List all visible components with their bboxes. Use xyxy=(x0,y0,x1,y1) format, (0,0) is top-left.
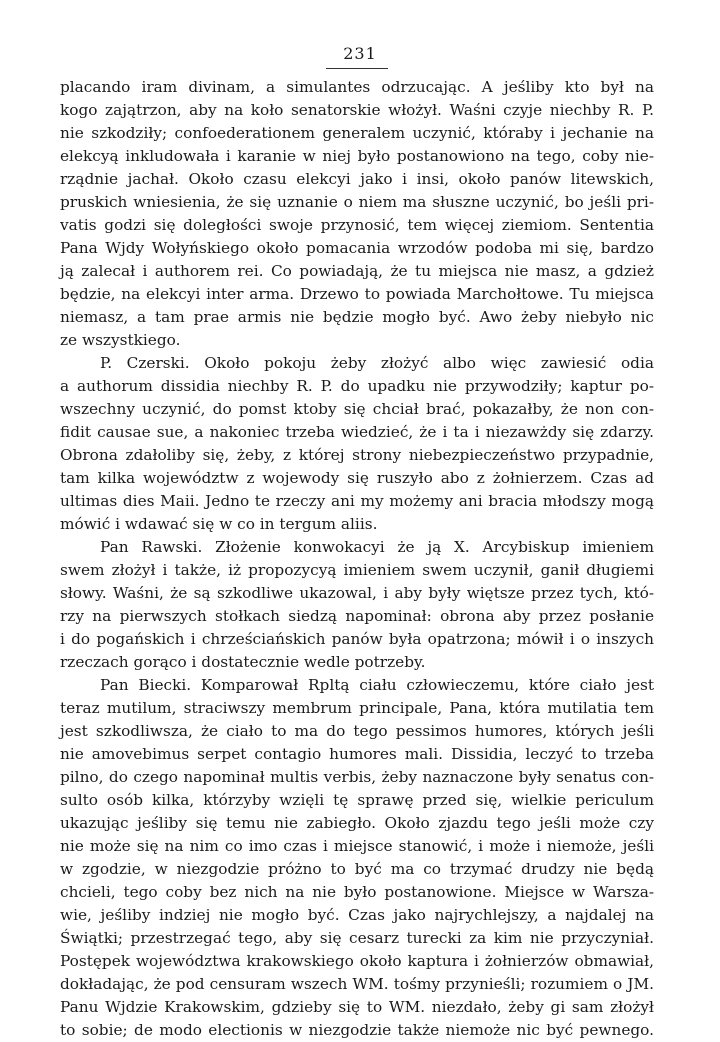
text-line: rzy na pierwszych stołkach siedzą napominał: obrona aby przez posłanie xyxy=(60,607,654,625)
text-line: sulto osób kilka, którzyby wzięli tę sprawę przed się, wielkie periculum xyxy=(60,791,654,809)
text-line: ultimas dies Maii. Jedno te rzeczy ani my możemy ani bracia młodszy mogą xyxy=(60,492,654,510)
text-line: nie amovebimus serpet contagio humores mali. Dissidia, leczyć to trzeba xyxy=(60,745,654,763)
text-line: vatis godzi się doległości swoje przynosić, tem więcej ziemiom. Sententia xyxy=(60,216,654,234)
text-line: ze wszystkiego. xyxy=(60,331,181,349)
text-line: tam kilka województw z wojewody się ruszyło abo z żołnierzem. Czas ad xyxy=(60,469,654,487)
text-line: Obrona zdałoliby się, żeby, z której strony niebezpieczeństwo przypadnie, xyxy=(60,446,654,464)
text-line: teraz mutilum, straciwszy membrum principale, Pana, która mutilatia tem xyxy=(60,699,654,717)
text-line: pilno, do czego napominał multis verbis, żeby naznaczone były senatus con- xyxy=(60,768,654,786)
text-line: Pana Wjdy Wołyńskiego około pomacania wrzodów podoba mi się, bardzo xyxy=(60,239,654,257)
text-line: i do pogańskich i chrześciańskich panów była opatrzona; mówił i o inszych xyxy=(60,630,654,648)
text-line: ją zalecał i authorem rei. Co powiadają, że tu miejsca nie masz, a gdzież xyxy=(60,262,654,280)
text-line: mówić i wdawać się w co in tergum aliis. xyxy=(60,515,378,533)
text-line: dokładając, że pod censuram wszech WM. tośmy przynieśli; rozumiem o JM. xyxy=(60,975,654,993)
text-line: nie szkodziły; confoederationem generalem uczynić, któraby i jechanie na xyxy=(60,124,654,142)
text-line: Świątki; przestrzegać tego, aby się cesarz turecki za kim nie przyczyniał. xyxy=(60,929,654,947)
text-line: rzeczach gorąco i dostatecznie wedle potrzeby. xyxy=(60,653,426,671)
text-line: będzie, na elekcyi inter arma. Drzewo to powiada Marchołtowe. Tu miejsca xyxy=(60,285,654,303)
text-line: niemasz, a tam prae armis nie będzie mogło być. Awo żeby niebyło nic xyxy=(60,308,654,326)
text-line: placando iram divinam, a simulantes odrzucając. A jeśliby kto był na xyxy=(60,78,654,96)
text-line: Pan Biecki. Komparował Rpltą ciału człowieczemu, które ciało jest xyxy=(100,676,654,694)
text-line: P. Czerski. Około pokoju żeby złożyć albo więc zawiesić odia xyxy=(100,354,654,372)
text-line: Panu Wjdzie Krakowskim, gdzieby się to WM. niezdało, żeby gi sam złożył xyxy=(60,998,654,1016)
text-line: to sobie; de modo electionis w niezgodzie także niemoże nic być pewnego. xyxy=(60,1021,654,1039)
text-line: Postępek województwa krakowskiego około kaptura i żołnierzów obmawiał, xyxy=(60,952,654,970)
text-line: jest szkodliwsza, że ciało to ma do tego pessimos humores, których jeśli xyxy=(60,722,654,740)
text-line: w zgodzie, w niezgodzie próżno to być ma co trzymać drudzy nie będą xyxy=(60,860,654,878)
text-line: swem złożył i także, iż propozycyą imieniem swem uczynił, ganił długiemi xyxy=(60,561,654,579)
text-line: słowy. Waśni, że są szkodliwe ukazowal, i aby były więtsze przez tych, któ- xyxy=(60,584,654,602)
body-text xyxy=(60,76,654,1042)
text-line: kogo zajątrzon, aby na koło senatorskie włożył. Waśni czyje niechby R. P. xyxy=(60,101,654,119)
text-line: nie może się na nim co imo czas i miejsce stanowić, i może i niemoże, jeśli xyxy=(60,837,654,855)
text-line: ukazując jeśliby się temu nie zabiegło. Około zjazdu tego jeśli może czy xyxy=(60,814,654,832)
text-line: pruskich wniesienia, że się uznanie o niem ma słuszne uczynić, bo jeśli pri- xyxy=(60,193,654,211)
text-line: elekcyą inkludowała i karanie w niej było postanowiono na tego, coby nie- xyxy=(60,147,654,165)
text-line: wszechny uczynić, do pomst ktoby się chciał brać, pokazałby, że non con- xyxy=(60,400,654,418)
text-line: Pan Rawski. Złożenie konwokacyi że ją X. Arcybiskup imieniem xyxy=(100,538,654,556)
page-number-rule xyxy=(326,68,388,69)
page-number: 231 xyxy=(343,44,377,63)
text-line: rządnie jachał. Około czasu elekcyi jako i insi, około panów litewskich, xyxy=(60,170,654,188)
text-line: wie, jeśliby indziej nie mogło być. Czas jako najrychlejszy, a najdalej na xyxy=(60,906,654,924)
text-line: a authorum dissidia niechby R. P. do upadku nie przywodziły; kaptur po- xyxy=(60,377,654,395)
text-line: chcieli, tego coby bez nich na nie było postanowione. Miejsce w Warsza- xyxy=(60,883,654,901)
text-line: fidit causae sue, a nakoniec trzeba wiedzieć, że i ta i niezawżdy się zdarzy. xyxy=(60,423,654,441)
